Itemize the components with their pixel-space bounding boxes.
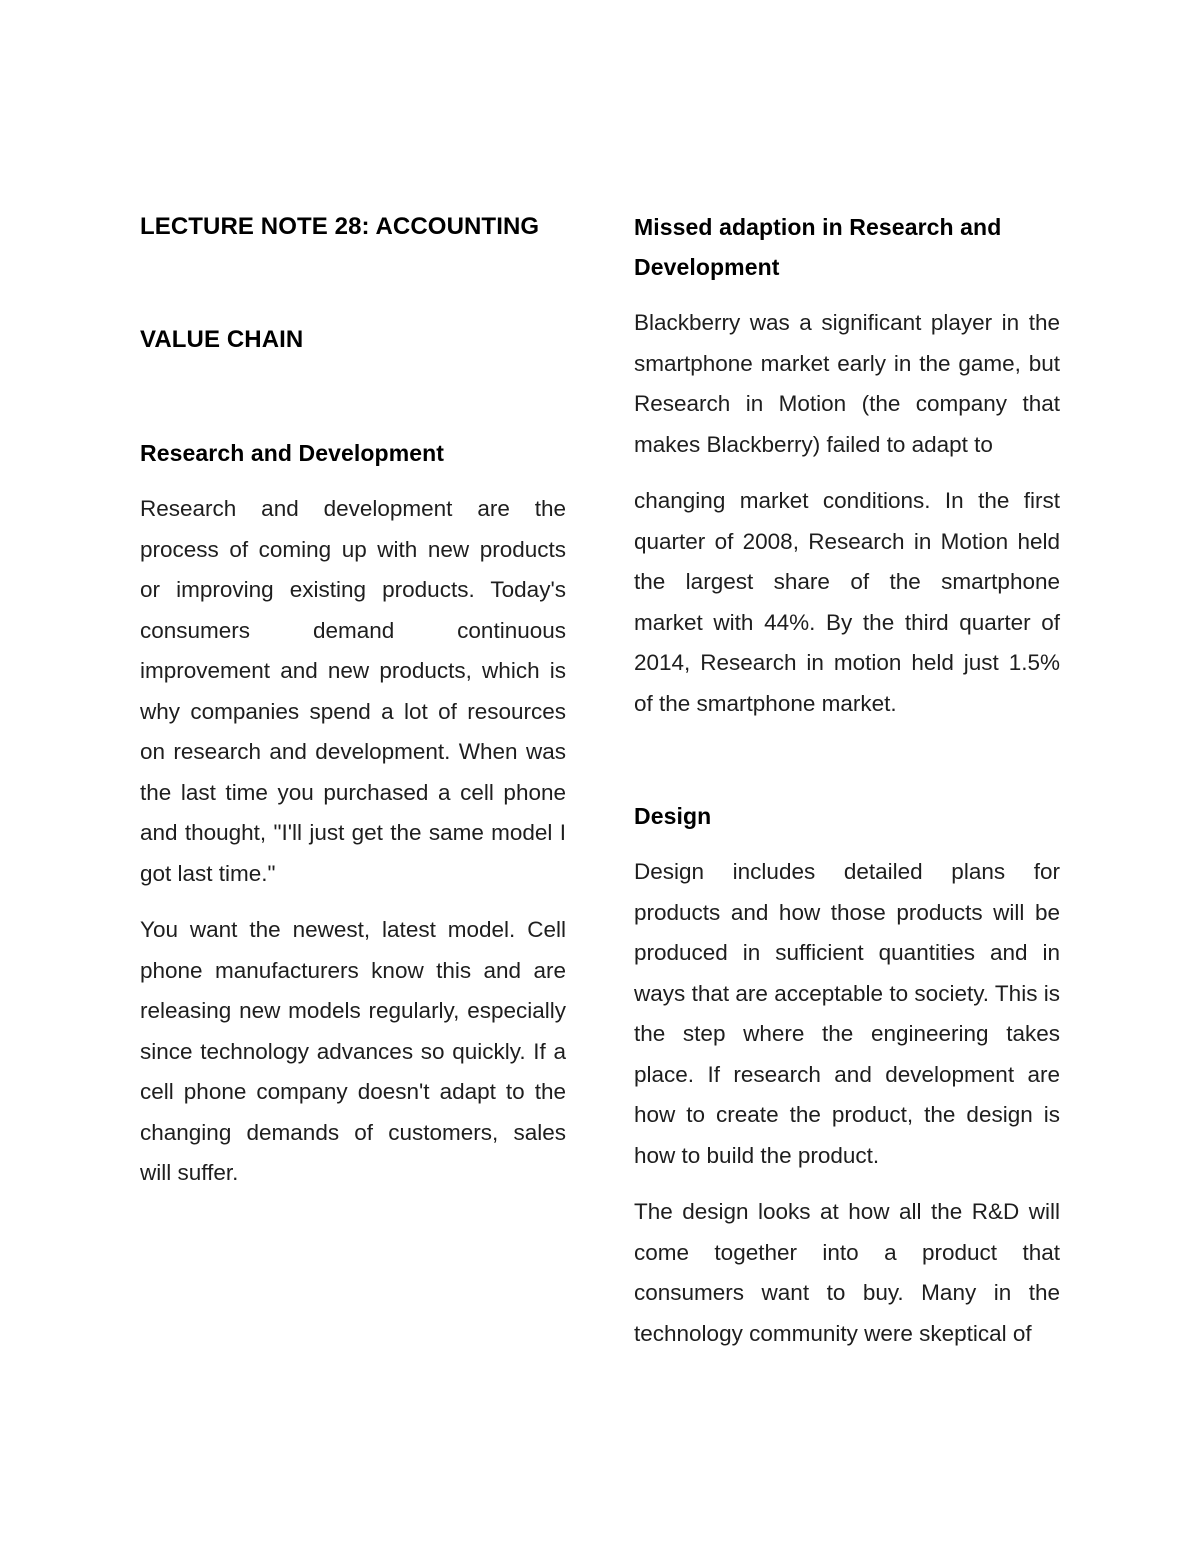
heading-missed-adaption — [634, 207, 1060, 287]
two-column-layout — [140, 207, 1060, 1354]
paragraph-market-share: changing market conditions. In the first quarter of 2008, Research in Motion held the largest share of the smartphone market with 44%. By the third quarter of 2014, Research in motion held just 1.5% of the smartphone market. — [634, 488, 1060, 716]
spacer — [140, 473, 566, 489]
heading-missed-adaption-line1: Missed adaption in Research and — [634, 214, 1002, 240]
left-column — [140, 207, 566, 1194]
spacer — [634, 465, 1060, 481]
spacer — [634, 724, 1060, 796]
paragraph-rd-intro: Research and development are the process of coming up with new products or improving existing products. Today's consumers demand continuous improvement and new products, which is why companies spend a lot of resources on research and development. When was the last time you purchased a cell phone and thought, "I'll just get the same model I got last time." — [140, 496, 566, 886]
spacer — [140, 360, 566, 433]
paragraph-design-rd-together: The design looks at how all the R&D will come together into a product that consumers want to buy. Many in the technology community were skeptical of — [634, 1199, 1060, 1346]
right-column — [634, 207, 1060, 1354]
paragraph-blackberry-intro: Blackberry was a significant player in the smartphone market early in the game, but Research in Motion (the company that makes Blackberry) failed to adapt to — [634, 310, 1060, 457]
heading-research-and-development: Research and Development — [140, 440, 445, 466]
section-title-value-chain: VALUE CHAIN — [140, 326, 304, 353]
paragraph-rd-newest-model: You want the newest, latest model. Cell phone manufacturers know this and are releasing new models regularly, especially since technology advances so quickly. If a cell phone company doesn't adapt to the changing demands of customers, sales will suffer. — [140, 917, 566, 1185]
heading-missed-adaption-line2: Development — [634, 254, 780, 280]
paragraph-design-definition: Design includes detailed plans for products and how those products will be produced in sufficient quantities and in ways that are acceptable to society. This is the step where the engineering takes place. If research and development are how to create the product, the design is how to build the product. — [634, 859, 1060, 1168]
page-title: LECTURE NOTE 28: ACCOUNTING — [140, 213, 540, 240]
spacer — [140, 247, 566, 320]
spacer — [634, 1176, 1060, 1192]
spacer — [140, 894, 566, 910]
spacer — [634, 287, 1060, 303]
spacer — [634, 836, 1060, 852]
heading-design: Design — [634, 803, 712, 829]
